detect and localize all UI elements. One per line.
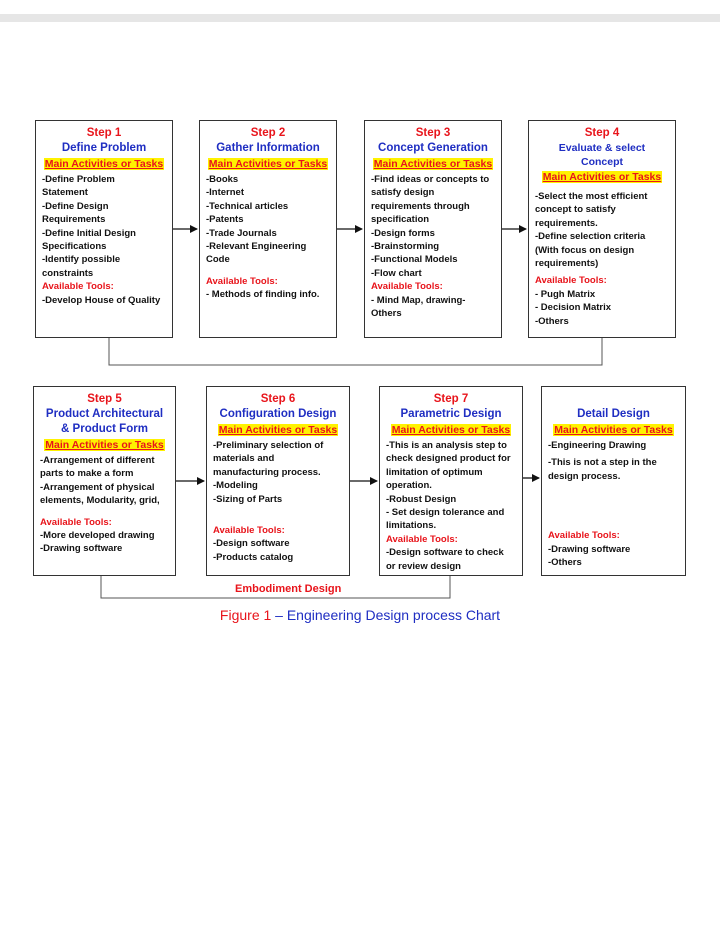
step-1-item: -Define Initial Design	[42, 227, 136, 239]
step-4-tool: - Decision Matrix	[535, 302, 612, 314]
step-1-item: -Identify possible	[42, 254, 121, 266]
step-6-item: -Sizing of Parts	[213, 493, 283, 505]
step-6-item: -Preliminary selection of	[213, 440, 324, 451]
step-5-item: -Arrangement of different	[40, 455, 155, 466]
step-5-tasks-label: Main Activities or Tasks	[45, 439, 164, 451]
step-6-title: Configuration Design	[219, 408, 337, 420]
step-3-number: Step 3	[415, 127, 451, 139]
step-3-item: -Functional Models	[371, 254, 458, 266]
detail-design-item: design process.	[548, 470, 621, 482]
step-3-title: Concept Generation	[378, 142, 488, 154]
step-6-item: materials and	[213, 453, 275, 465]
step-7-item: limitation of optimum	[386, 466, 483, 478]
step-6-item: manufacturing process.	[213, 466, 321, 478]
step-1-title: Define Problem	[61, 142, 147, 154]
step-4-item: concept to satisfy	[535, 204, 616, 216]
step-1-item: Statement	[42, 187, 88, 199]
step-1-item: constraints	[42, 267, 94, 279]
bracket-row1	[109, 338, 602, 365]
step-7-item: -Robust Design	[386, 493, 457, 505]
step-5-item: parts to make a form	[40, 468, 134, 480]
step-6-tasks-label: Main Activities or Tasks	[218, 424, 338, 436]
step-3-item: requirements through	[371, 200, 470, 212]
step-7-item: - Set design tolerance and	[386, 507, 505, 519]
step-2-title: Gather Information	[216, 142, 320, 154]
detail-design-tool: -Drawing software	[548, 543, 631, 555]
step-4-title-line-2: Concept	[581, 156, 623, 168]
figure-caption-text: – Engineering Design process Chart	[271, 607, 501, 623]
step-4-item: -Select the most efficient	[535, 191, 648, 202]
step-2-item: -Relevant Engineering	[206, 241, 307, 253]
step-7-tool: -Design software to check	[386, 547, 504, 559]
step-2-tool: - Methods of finding info.	[206, 289, 320, 301]
detail-design-tool: -Others	[548, 557, 582, 569]
detail-design-item: -This is not a step in the	[548, 457, 657, 469]
step-6-tool: -Products catalog	[213, 551, 294, 563]
step-5-tool: -Drawing software	[40, 543, 123, 555]
step-2-item: -Trade Journals	[206, 227, 277, 239]
step-6-number: Step 6	[260, 393, 296, 405]
step-2-item: -Technical articles	[206, 200, 289, 212]
step-5-number: Step 5	[87, 393, 122, 405]
step-4-item: -Define selection criteria	[535, 231, 646, 243]
step-3-tasks-label: Main Activities or Tasks	[373, 158, 493, 170]
embodiment-design-label: Embodiment Design	[235, 583, 342, 595]
step-4-tool: - Pugh Matrix	[535, 288, 596, 300]
step-3-item: -Brainstorming	[371, 241, 440, 253]
detail-design-item: -Engineering Drawing	[548, 440, 647, 451]
step-1-item: Specifications	[42, 241, 107, 253]
step-7-item: limitations.	[386, 520, 437, 532]
step-3-item: specification	[371, 214, 430, 226]
figure-caption-lead: Figure 1	[219, 607, 272, 623]
step-4-title: Evaluate & select	[558, 142, 646, 154]
step-3-item: -Find ideas or concepts to	[371, 174, 490, 185]
step-2-number: Step 2	[250, 127, 286, 139]
step-7-title: Parametric Design	[400, 408, 502, 420]
step-1-tasks-label: Main Activities or Tasks	[44, 158, 164, 170]
step-2-tools-label: Available Tools:	[206, 275, 278, 287]
step-3-tool: - Mind Map, drawing-	[371, 294, 466, 306]
step-7-tools-label: Available Tools:	[386, 533, 458, 545]
step-4-tools-label: Available Tools:	[535, 275, 607, 287]
step-2-item: Code	[206, 254, 230, 266]
detail-design-title: Detail Design	[577, 408, 650, 420]
step-5-title: Product Architectural	[45, 408, 164, 420]
step-5-title-line-2: & Product Form	[61, 423, 148, 435]
step-4-tool: -Others	[535, 315, 569, 327]
step-2-item: -Internet	[206, 187, 244, 199]
step-3-item: -Flow chart	[371, 267, 422, 279]
step-5-item: -Arrangement of physical	[40, 481, 155, 493]
step-1-item: -Define Problem	[42, 174, 115, 185]
step-6-item: -Modeling	[213, 480, 258, 492]
figure-caption	[0, 607, 720, 623]
step-4-item: requirements.	[535, 217, 598, 229]
step-1-number: Step 1	[86, 127, 122, 139]
step-7-item: check designed product for	[386, 453, 511, 465]
step-4-item: (With focus on design	[535, 244, 635, 256]
step-3-item: satisfy design	[371, 187, 435, 199]
step-6-tool: -Design software	[213, 538, 290, 550]
step-3-tools-label: Available Tools:	[371, 281, 443, 293]
step-2-item: -Patents	[206, 214, 244, 226]
detail-design-tools-label: Available Tools:	[548, 530, 620, 542]
step-7-item: operation.	[386, 480, 432, 492]
step-7-tool: or review design	[386, 560, 461, 572]
step-6-tools-label: Available Tools:	[213, 525, 285, 537]
step-1-tools-label: Available Tools:	[42, 281, 114, 293]
step-3-item: -Design forms	[371, 227, 435, 239]
step-7-number: Step 7	[433, 393, 469, 405]
step-4-tasks-label: Main Activities or Tasks	[542, 171, 662, 183]
step-5-item: elements, Modularity, grid,	[40, 495, 160, 507]
step-1-item: -Define Design	[42, 200, 109, 212]
step-1-item: Requirements	[42, 214, 106, 226]
step-5-tool: -More developed drawing	[40, 530, 155, 542]
step-4-number: Step 4	[584, 127, 620, 139]
step-3-tool: Others	[371, 308, 402, 320]
detail-design-tasks-label: Main Activities or Tasks	[554, 424, 673, 436]
step-7-item: -This is an analysis step to	[386, 440, 507, 451]
step-4-item: requirements)	[535, 258, 599, 270]
step-2-tasks-label: Main Activities or Tasks	[208, 158, 328, 170]
step-2-item: -Books	[206, 174, 239, 185]
step-1-tool: -Develop House of Quality	[42, 294, 161, 306]
step-5-tools-label: Available Tools:	[40, 516, 112, 528]
step-7-tasks-label: Main Activities or Tasks	[391, 424, 511, 436]
